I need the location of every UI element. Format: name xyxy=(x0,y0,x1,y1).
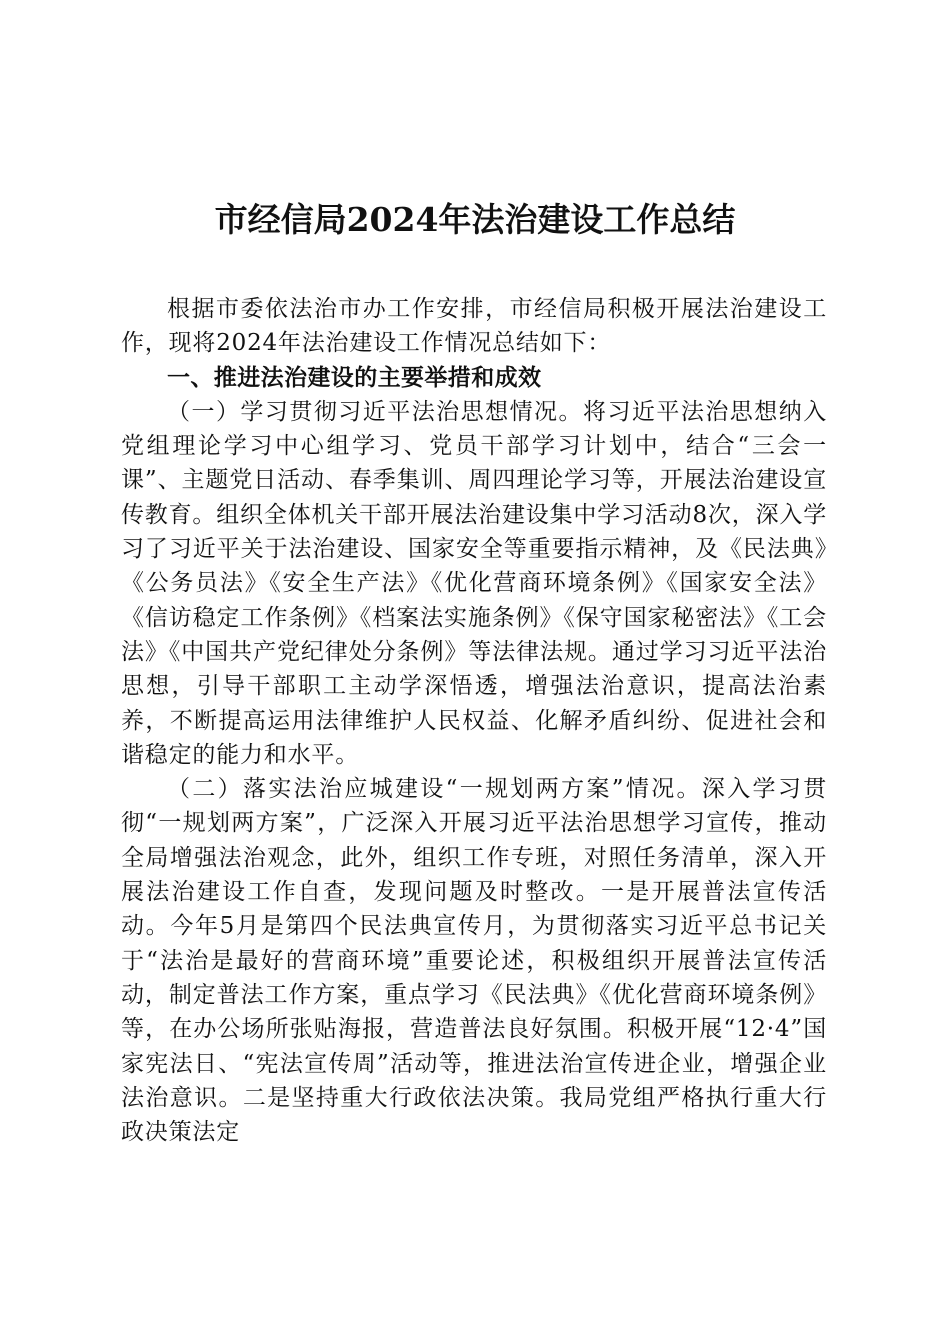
subsection-1-lead: （一）学习贯彻习近平法治思想情况。 xyxy=(167,398,583,425)
document-title: 市经信局2024年法治建设工作总结 xyxy=(214,200,736,239)
subsection-2-lead: （二）落实法治应城建设“一规划两方案”情况。 xyxy=(167,776,702,803)
document-body xyxy=(121,292,827,1149)
subsection-1-paragraph xyxy=(121,395,827,772)
subsection-2-paragraph xyxy=(121,772,827,1149)
subsection-2-text: 深入学习贯彻“一规划两方案”，广泛深入开展习近平法治思想学习宣传，推动全局增强法治观念，此外，组织工作专班，对照任务清单，深入开展法治建设工作自查，发现问题及时整改。一是开展普法宣传活动。今年5月是第四个民法典宣传月，为贯彻落实习近平总书记关于“法治是最好的营商环境”重要论述，积极组织开展普法宣传活动，制定普法工作方案，重点学习《民法典》《优化营商环境条例》等，在办公场所张贴海报，营造普法良好氛围。积极开展“12·4”国家宪法日、“宪法宣传周”活动等，推进法治宣传进企业，增强企业法治意识。二是坚持重大行政依法决策。我局党组严格执行重大行政决策法定 xyxy=(121,776,827,1146)
subsection-1-text: 将习近平法治思想纳入党组理论学习中心组学习、党员干部学习计划中，结合“三会一课”、主题党日活动、春季集训、周四理论学习等，开展法治建设宣传教育。组织全体机关干部开展法治建设集中学习活动8次，深入学习了习近平关于法治建设、国家安全等重要指示精神，及《民法典》《公务员法》《安全生产法》《优化营商环境条例》《国家安全法》《信访稳定工作条例》《档案法实施条例》《保守国家秘密法》《工会法》《中国共产党纪律处分条例》等法律法规。通过学习习近平法治思想，引导干部职工主动学深悟透，增强法治意识，提高法治素养，不断提高运用法律维护人民权益、化解矛盾纠纷、促进社会和谐稳定的能力和水平。 xyxy=(121,398,828,768)
intro-paragraph: 根据市委依法治市办工作安排，市经信局积极开展法治建设工作，现将2024年法治建设工作情况总结如下： xyxy=(121,296,827,357)
section-1-heading: 一、推进法治建设的主要举措和成效 xyxy=(167,364,542,391)
